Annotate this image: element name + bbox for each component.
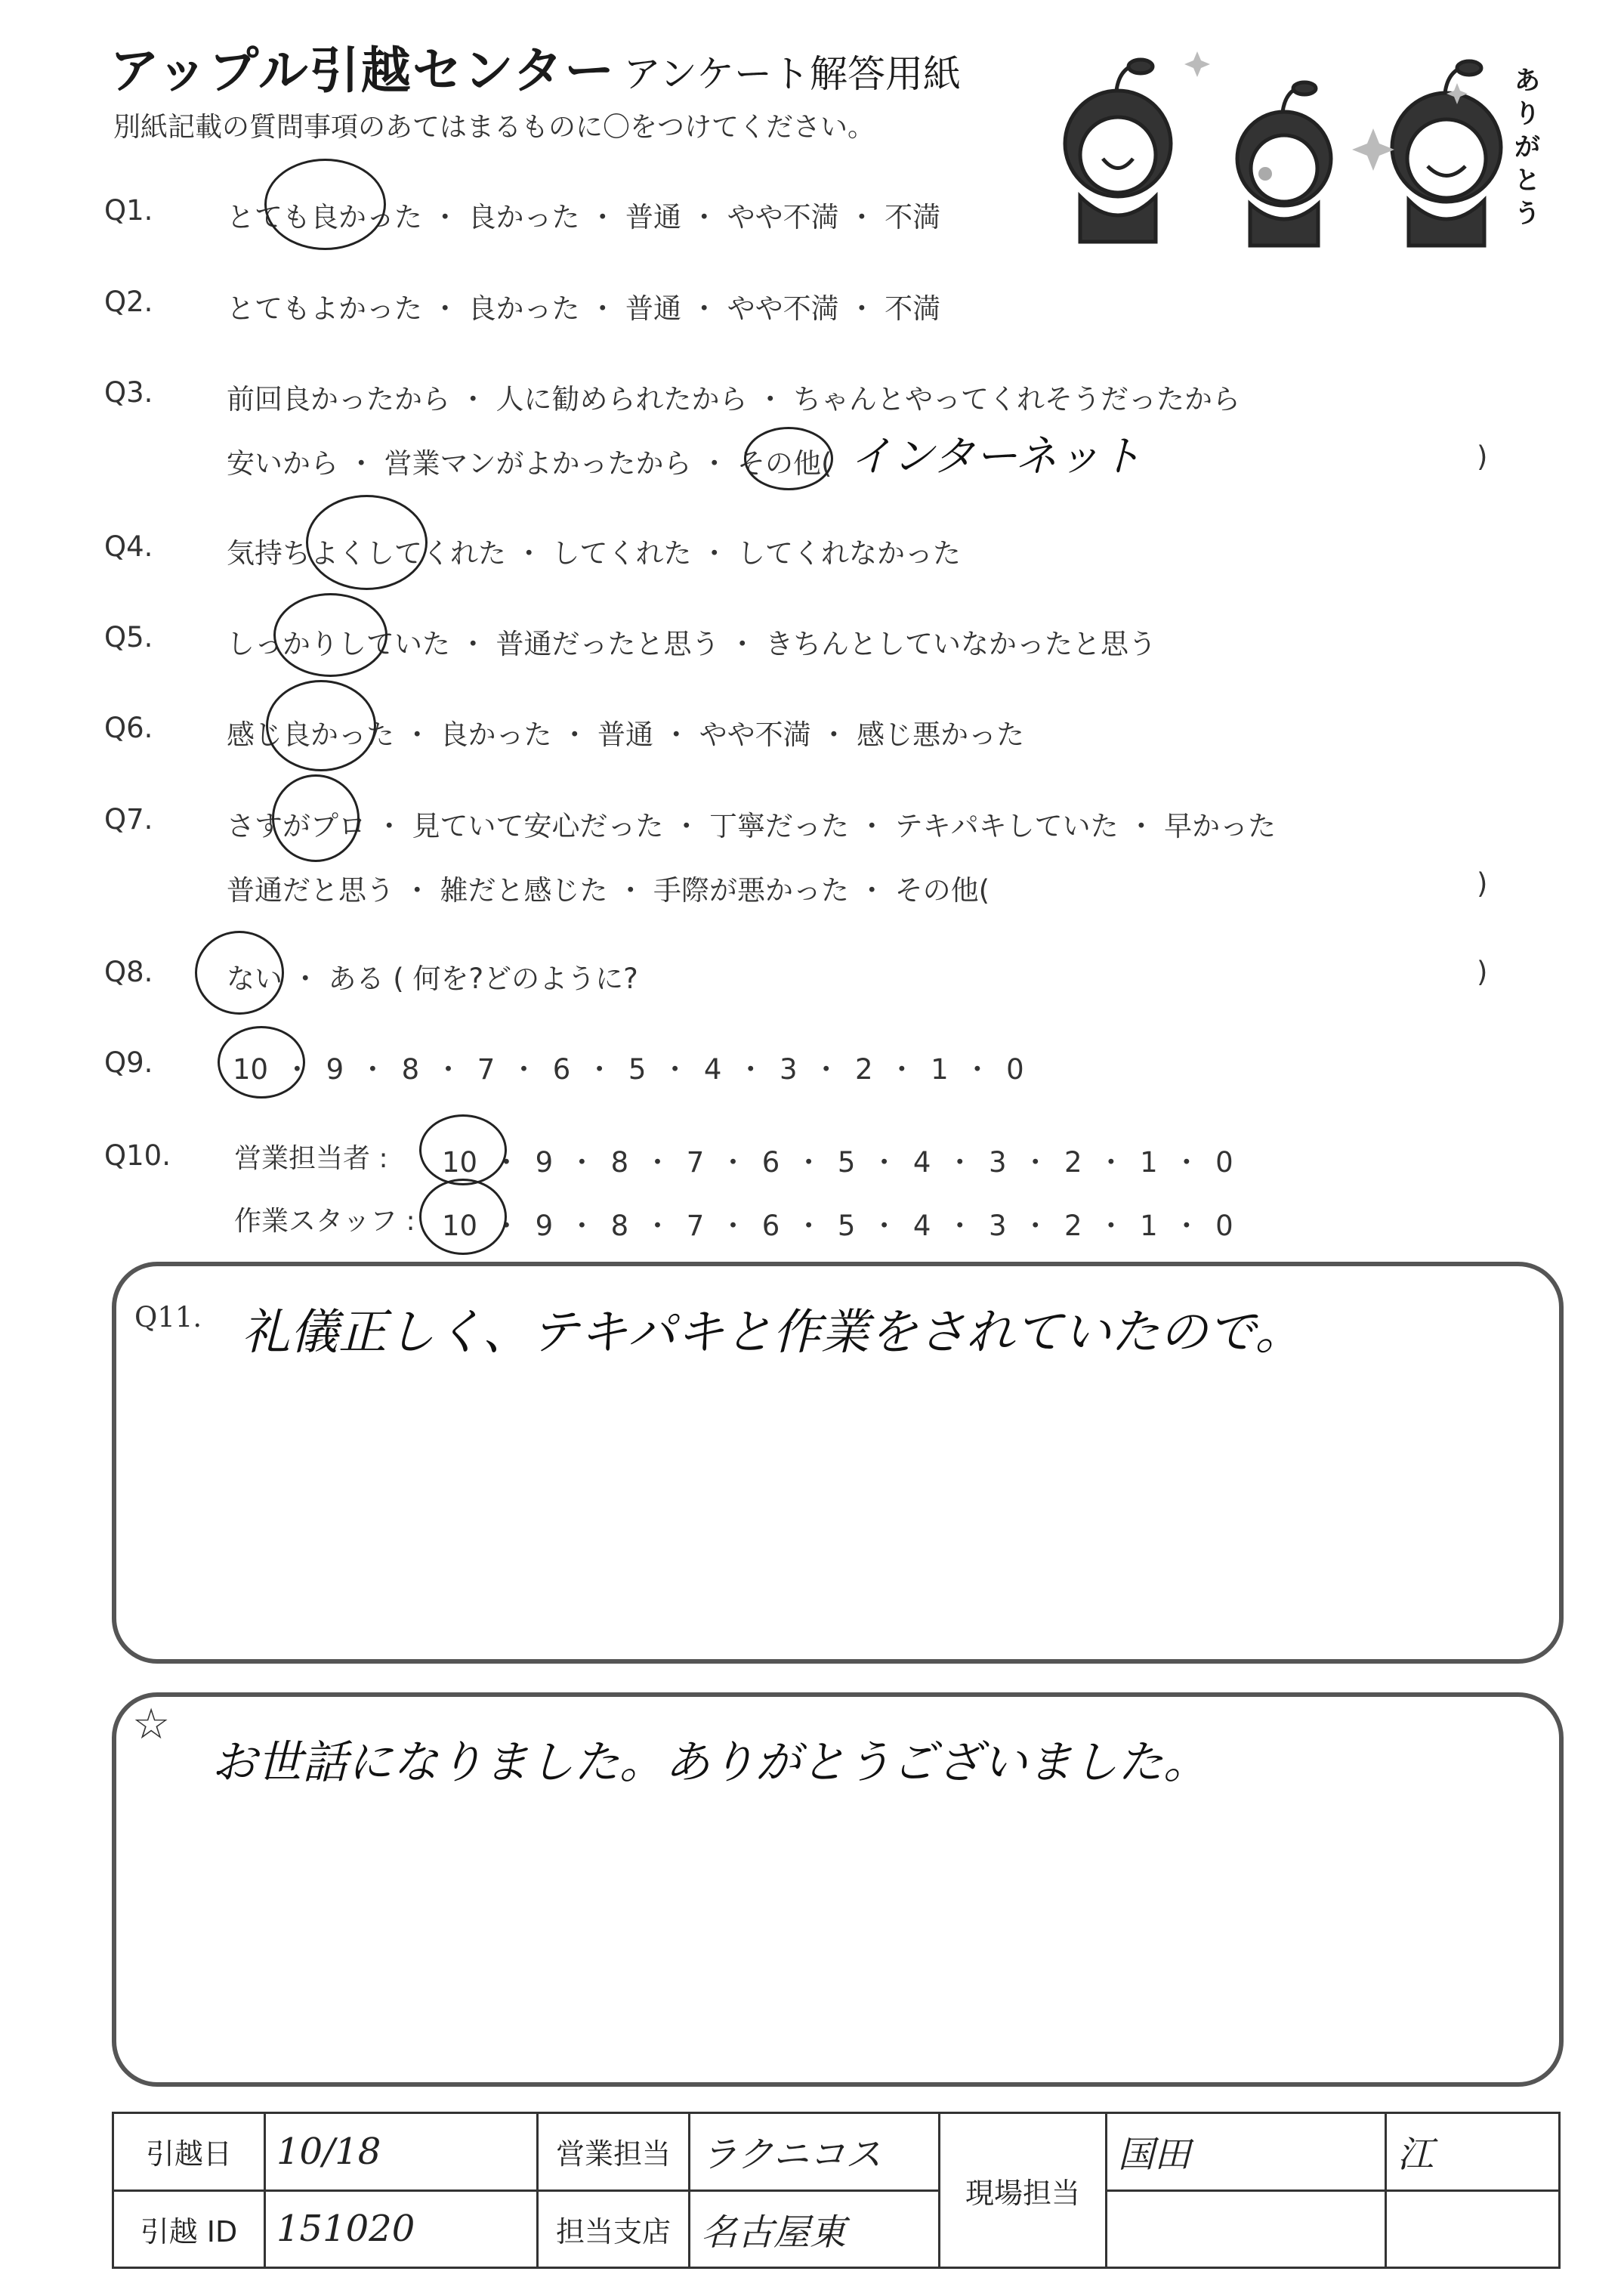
q3-close-paren: ) bbox=[1477, 440, 1488, 473]
monkey-mascots-illustration bbox=[1035, 45, 1548, 249]
answer-circle bbox=[744, 427, 833, 490]
q7-options-line1: さすがプロ ・ 見ていて安心だった ・ 丁寧だった ・ テキパキしていた ・ 早かった bbox=[227, 810, 1277, 842]
answer-circle bbox=[273, 593, 387, 677]
site-rep-label: 現場担当 bbox=[940, 2113, 1107, 2268]
q11-label: Q11. bbox=[134, 1301, 202, 1333]
footer-info-table bbox=[112, 2112, 1561, 2269]
answer-circle bbox=[195, 931, 284, 1015]
q11-answer: 礼儀正しく、テキパキと作業をされていたので。 bbox=[242, 1305, 1304, 1361]
answer-circle bbox=[266, 680, 376, 771]
instruction-text: 別紙記載の質問事項のあてはまるものに〇をつけてください。 bbox=[113, 112, 875, 143]
q3-other-answer: インターネット bbox=[850, 432, 1142, 481]
star-icon: ☆ bbox=[132, 1700, 171, 1749]
q8-label: Q8. bbox=[104, 956, 153, 988]
answer-circle bbox=[306, 495, 428, 590]
answer-circle bbox=[419, 1179, 507, 1255]
q7-options-line2: 普通だと思う ・ 雑だと感じた ・ 手際が悪かった ・ その他( bbox=[227, 874, 990, 907]
q10-staff-options: 10 ・ 9 ・ 8 ・ 7 ・ 6 ・ 5 ・ 4 ・ 3 ・ 2 ・ 1 ・ 0 bbox=[442, 1210, 1233, 1242]
site-rep-empty-cell-2 bbox=[1385, 2190, 1559, 2268]
q4-label: Q4. bbox=[104, 530, 153, 563]
comment-answer: お世話になりました。ありがとうございました。 bbox=[211, 1736, 1209, 1789]
q9-label: Q9. bbox=[104, 1046, 153, 1079]
q5-options: しっかりしていた ・ 普通だったと思う ・ きちんとしていなかったと思う bbox=[227, 628, 1157, 660]
q2-label: Q2. bbox=[104, 286, 153, 318]
answer-circle bbox=[218, 1026, 305, 1099]
q10-label: Q10. bbox=[104, 1139, 171, 1172]
q7-label: Q7. bbox=[104, 803, 153, 836]
site-rep-value-1: 国田 bbox=[1107, 2113, 1386, 2191]
q3-label: Q3. bbox=[104, 376, 153, 409]
move-date-value: 10/18 bbox=[265, 2113, 538, 2191]
q9-options: 10 ・ 9 ・ 8 ・ 7 ・ 6 ・ 5 ・ 4 ・ 3 ・ 2 ・ 1 ・ 0 bbox=[233, 1053, 1024, 1086]
answer-circle bbox=[264, 159, 386, 250]
q10-staff-label: 作業スタッフ : bbox=[234, 1206, 415, 1237]
move-id-label: 引越 ID bbox=[113, 2190, 265, 2268]
site-rep-empty-cell-1 bbox=[1107, 2190, 1386, 2268]
move-id-value: 151020 bbox=[265, 2190, 538, 2268]
q8-close-paren: ) bbox=[1477, 956, 1488, 988]
answer-circle bbox=[419, 1114, 507, 1185]
q1-label: Q1. bbox=[104, 194, 153, 227]
answer-circle bbox=[272, 774, 360, 862]
form-subtitle: アンケート解答用紙 bbox=[623, 52, 961, 96]
site-rep-value-2: 江 bbox=[1385, 2113, 1559, 2191]
q10-sales-label: 営業担当者 : bbox=[234, 1143, 388, 1174]
q3-options-line1: 前回良かったから ・ 人に勧められたから ・ ちゃんとやってくれそうだったから bbox=[227, 383, 1241, 416]
q4-options: 気持ちよくしてくれた ・ してくれた ・ してくれなかった bbox=[227, 537, 962, 570]
q6-label: Q6. bbox=[104, 712, 153, 744]
branch-value: 名古屋東 bbox=[690, 2190, 940, 2268]
q6-options: 感じ良かった ・ 良かった ・ 普通 ・ やや不満 ・ 感じ悪かった bbox=[227, 718, 1025, 751]
q10-sales-options: 10 ・ 9 ・ 8 ・ 7 ・ 6 ・ 5 ・ 4 ・ 3 ・ 2 ・ 1 ・ 0 bbox=[442, 1146, 1233, 1179]
q7-close-paren: ) bbox=[1477, 867, 1488, 900]
branch-label: 担当支店 bbox=[538, 2190, 690, 2268]
company-title: アップル引越センター bbox=[110, 42, 616, 100]
q3-options-line2: 安いから ・ 営業マンがよかったから ・ その他( bbox=[227, 447, 832, 480]
move-date-label: 引越日 bbox=[113, 2113, 265, 2191]
q5-label: Q5. bbox=[104, 621, 153, 654]
sales-rep-value: ラクニコス bbox=[690, 2113, 940, 2191]
q1-options: とても良かった ・ 良かった ・ 普通 ・ やや不満 ・ 不満 bbox=[227, 201, 941, 233]
mascot-caption: ありがとう bbox=[1514, 66, 1540, 229]
sales-rep-label: 営業担当 bbox=[538, 2113, 690, 2191]
q2-options: とてもよかった ・ 良かった ・ 普通 ・ やや不満 ・ 不満 bbox=[227, 292, 941, 325]
q8-options: ない ・ ある ( 何を?どのように? bbox=[227, 963, 638, 995]
